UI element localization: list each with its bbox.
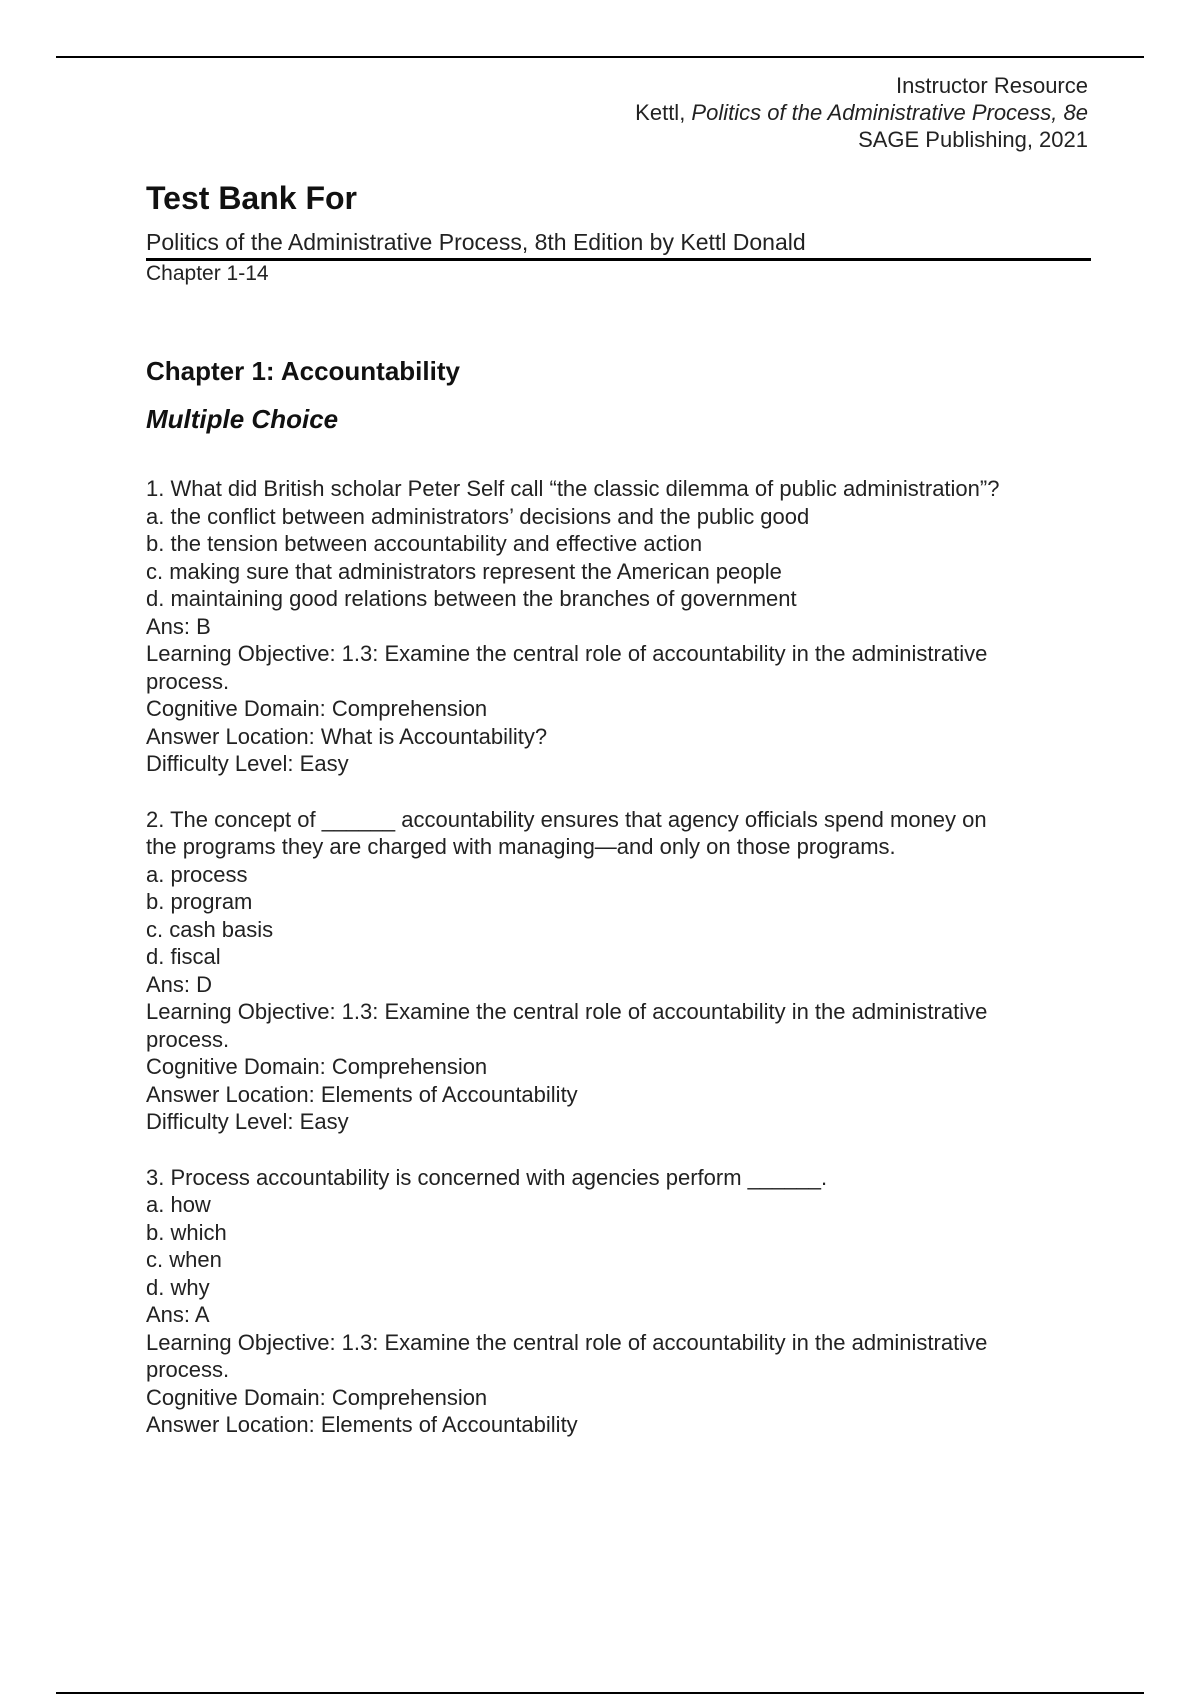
question-stem: 3. Process accountability is concerned with agencies perform ______. [146, 1164, 828, 1190]
option-d: d. maintaining good relations between the branches of government [146, 586, 797, 611]
learning-objective-cont: process. [146, 668, 230, 694]
option-d: d. fiscal [146, 944, 221, 969]
cognitive-domain: Cognitive Domain: Comprehension [146, 1054, 488, 1079]
question-3 [146, 1164, 1091, 1439]
document-content [146, 178, 1091, 1439]
question-2 [146, 806, 1091, 1136]
top-rule [56, 56, 1144, 58]
answer: Ans: A [146, 1302, 210, 1327]
answer-location: Answer Location: Elements of Accountability [146, 1412, 578, 1437]
option-d: d. why [146, 1274, 210, 1300]
difficulty-level: Difficulty Level: Easy [146, 751, 349, 776]
option-b: b. the tension between accountability and effective action [146, 531, 703, 556]
answer: Ans: D [146, 971, 213, 997]
question-stem: 1. What did British scholar Peter Self call “the classic dilemma of public administration”? [146, 476, 1000, 501]
header-author: Kettl, [635, 100, 692, 125]
option-a: a. how [146, 1192, 211, 1217]
chapter-heading: Chapter 1: Accountability [146, 356, 460, 386]
option-a: a. process [146, 861, 248, 887]
answer: Ans: B [146, 613, 211, 639]
document-chapter-range: Chapter 1-14 [146, 262, 269, 285]
header-book-title: Politics of the Administrative Process, 8e [691, 100, 1088, 125]
section-heading: Multiple Choice [146, 404, 339, 434]
answer-location: Answer Location: Elements of Accountability [146, 1081, 578, 1107]
learning-objective: Learning Objective: 1.3: Examine the central role of accountability in the administrative [146, 1329, 988, 1355]
learning-objective: Learning Objective: 1.3: Examine the central role of accountability in the administrative [146, 641, 988, 666]
header-line-publisher: SAGE Publishing, 2021 [858, 127, 1088, 152]
cognitive-domain: Cognitive Domain: Comprehension [146, 696, 488, 721]
learning-objective-cont: process. [146, 1026, 230, 1052]
option-b: b. program [146, 889, 253, 914]
option-b: b. which [146, 1219, 227, 1245]
header-line-resource: Instructor Resource [896, 73, 1088, 98]
option-c: c. cash basis [146, 916, 274, 942]
cognitive-domain: Cognitive Domain: Comprehension [146, 1384, 488, 1410]
resource-header [635, 72, 1088, 153]
question-stem-cont: the programs they are charged with managing—and only on those programs. [146, 834, 896, 859]
difficulty-level: Difficulty Level: Easy [146, 1109, 349, 1134]
question-stem: 2. The concept of ______ accountability ensures that agency officials spend money on [146, 806, 987, 832]
answer-location: Answer Location: What is Accountability? [146, 723, 548, 749]
document-title: Test Bank For [146, 180, 357, 216]
option-c: c. making sure that administrators represent the American people [146, 558, 782, 584]
bottom-rule [56, 1692, 1144, 1694]
question-1 [146, 475, 1091, 778]
learning-objective-cont: process. [146, 1357, 230, 1382]
learning-objective: Learning Objective: 1.3: Examine the central role of accountability in the administrative [146, 999, 988, 1024]
option-c: c. when [146, 1247, 222, 1272]
header-line-book [635, 99, 1088, 126]
document-subtitle: Politics of the Administrative Process, 8th Edition by Kettl Donald [146, 228, 1091, 261]
option-a: a. the conflict between administrators’ decisions and the public good [146, 503, 810, 529]
